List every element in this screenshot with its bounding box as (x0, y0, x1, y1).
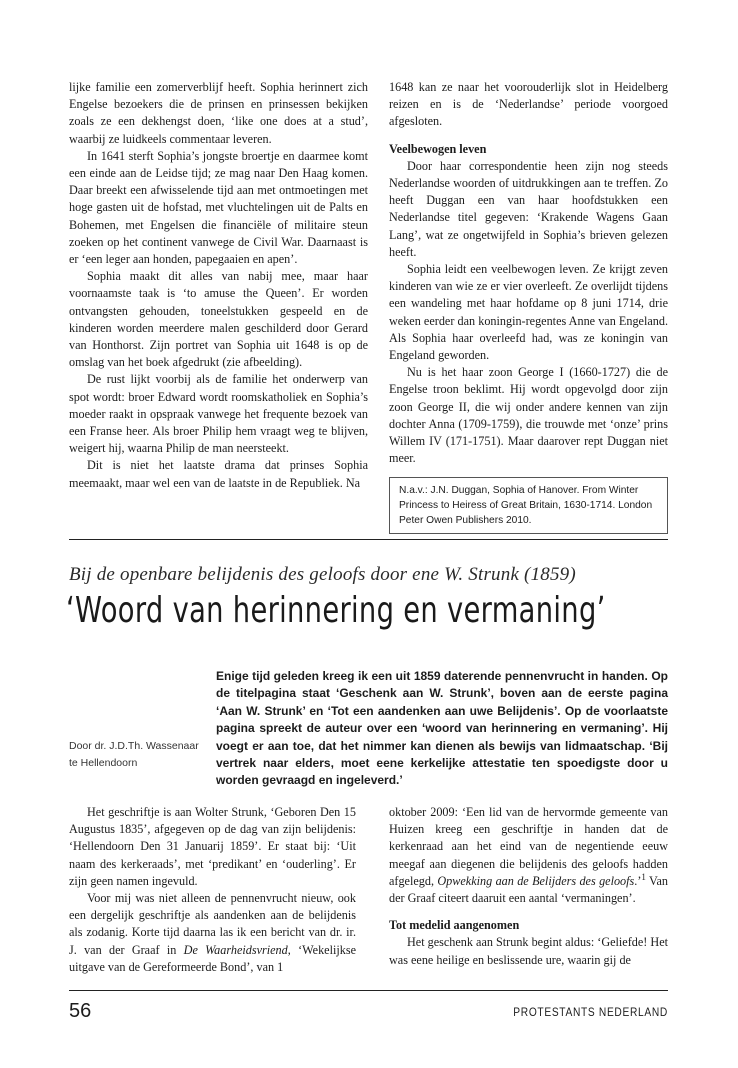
author-byline (69, 738, 209, 772)
section-heading: Tot medelid aangenomen (389, 918, 520, 933)
publication-name: De Waarheidsvriend (183, 942, 288, 957)
footnote-reference: 1 (641, 871, 646, 882)
paragraph: Het geschriftje is aan Wolter Strunk, ‘Geboren Den 15 Augustus 1835’, afgegeven op de dag van zijn belijdenis: ‘Hellendoorn Den 31 Januarij 1859’. Er staat bij: ‘Uit naam des kerkeraads’, met ‘predikant’ en ‘ouderling’. Er zijn geen namen ingevuld. (69, 805, 356, 888)
article-subtitle: Bij de openbare belijdenis des geloofs door ene W. Strunk (1859) (69, 564, 576, 585)
paragraph: lijke familie een zomerverblijf heeft. Sophia herinnert zich Engelse bezoekers die de prinsen en prinsessen bekijken zoals ze een dekhengst doen, ‘like one does at a stud’, waarbij ze luidkeels commentaar leveren. (69, 80, 368, 146)
source-note-box: N.a.v.: J.N. Duggan, Sophia of Hanover. From Winter Princess to Heiress of Great Britain, 1630-1714. London Peter Owen Publishers 2010. (389, 477, 668, 534)
section-heading: Veelbewogen leven (389, 141, 487, 156)
top-right-column (389, 79, 668, 534)
text-run: oktober 2009: ‘Een lid van de hervormde gemeente van Huizen kreeg een geschriftje in handen dat de kerkenraad aan het eind van de negentiende eeuw meegaf aan diegenen die belijdenis des geloofs hadden afgelegd, (389, 805, 668, 888)
section-divider (69, 539, 668, 540)
text-run: , ‘Wekelijkse uitgave van de Gereformeerde Bond’, van 1 (69, 942, 356, 974)
paragraph: Sophia leidt een veelbewogen leven. Ze krijgt zeven kinderen van wie ze er vier overleeft. Ze overlijdt tijdens een wandeling met haar hofdame op 8 juni 1714, drie weken eerder dan koningin-regentes Anne van Engeland. Als Sophia haar overleefd had, was ze koningin van Engeland geworden. (389, 262, 668, 363)
paragraph (389, 804, 668, 907)
paragraph: Dit is niet het laatste drama dat prinses Sophia meemaakt, maar wel een van de laatste in de Republiek. Na (69, 458, 368, 490)
magazine-name: PROTESTANTS NEDERLAND (513, 1005, 668, 1019)
bottom-right-column (389, 804, 668, 969)
author-name: Door dr. J.D.Th. Wassenaar (69, 740, 199, 752)
paragraph: De rust lijkt voorbij als de familie het onderwerp van spot wordt: broer Edward wordt roomskatholiek en Sophia’s moeder raakt in opspraak vanwege het frequente bezoek van een Franse heer. Als broer Philip hem vraagt weg te blijven, weigert hij, waarna Philip de man neersteekt. (69, 372, 368, 456)
paragraph: Door haar correspondentie heen zijn nog steeds Nederlandse woorden of uitdrukkingen aan te treffen. Zo heeft Duggan een van haar hoofdstukken een Nederlandse titel gegeven: ‘Krakende Wagens Gaan Lang’, wat ze ongetwijfeld in Sophia’s brieven gelezen heeft. (389, 158, 668, 259)
paragraph (69, 890, 356, 976)
paragraph: Nu is het haar zoon George I (1660-1727) die de Engelse troon beklimt. Hij wordt opgevolgd door zijn zoon George II, die wij onder andere kennen van zijn dochter Anna (1709-1759), die trouwde met ‘onze’ prins Willem IV (171-1751). Maar daarover rept Duggan niet meer. (389, 365, 668, 466)
article-intro: Enige tijd geleden kreeg ik een uit 1859 daterende pennenvrucht in handen. Op de titelpagina staat ‘Geschenk aan W. Strunk’, boven aan de eerste pagina ‘Aan W. Strunk’ en ‘Tot een aandenken aan uwe Belijdenis’. Op de voorlaatste pagina spreekt de auteur over een ‘woord van herinnering en vermaning’. Hij voegt er aan toe, dat het nimmer kan dienen als bewijs van lidmaatschap. ‘Bij vertrek naar elders, moet eene kerkelijke attestatie ten spoedigste door u worden gevraagd en ingeleverd.’ (216, 669, 668, 788)
top-left-column (69, 79, 368, 492)
publication-name: Opwekking aan de Belijders des geloofs (437, 873, 635, 888)
author-location: te Hellendoorn (69, 757, 138, 769)
page-number: 56 (69, 1000, 92, 1022)
footer-divider (69, 990, 668, 991)
text-run: .’ (634, 873, 642, 888)
text-run: Voor mij was niet alleen de pennenvrucht nieuw, ook een dergelijk geschriftje als aandenken aan de belijdenis als zodanig. Korte tijd daarna las ik een bericht van dr. ir. J. van der Graaf in (69, 891, 356, 957)
article-title: ‘Woord van herinnering en vermaning’ (66, 590, 606, 631)
paragraph: Het geschenk aan Strunk begint aldus: ‘Geliefde! Het was eene heilige en beslissende ure, waarin gij de (389, 935, 668, 967)
paragraph: In 1641 sterft Sophia’s jongste broertje en daarmee komt een einde aan de Leidse tijd; ze mag naar Den Haag komen. Daar breekt een afwisselende tijd aan met ontmoetingen met hoge gasten uit de hofstad, met vluchtelingen uit de Palts en Bohemen, met Engelsen die financiële of militaire steun zoeken op het continent vanwege de Civil War. Daarnaast is er ‘een leger aan honden, papegaaien en apen’. (69, 148, 368, 267)
paragraph: 1648 kan ze naar het voorouderlijk slot in Heidelberg reizen en is de ‘Nederlandse’ periode voorgoed afgesloten. (389, 80, 668, 129)
paragraph: Sophia maakt dit alles van nabij mee, maar haar voornaamste taak is ‘to amuse the Queen’. Er worden ontvangsten gehouden, toneelstukken gespeeld en de kinderen worden meerdere malen geschilderd door Gerard van Honthorst. Zijn portret van Sophia uit 1648 is op de omslag van het boek afgedrukt (zie afbeelding). (69, 269, 368, 370)
bottom-left-column (69, 804, 356, 976)
text-run: Van der Graaf citeert daaruit een aantal ‘vermaningen’. (389, 873, 668, 906)
